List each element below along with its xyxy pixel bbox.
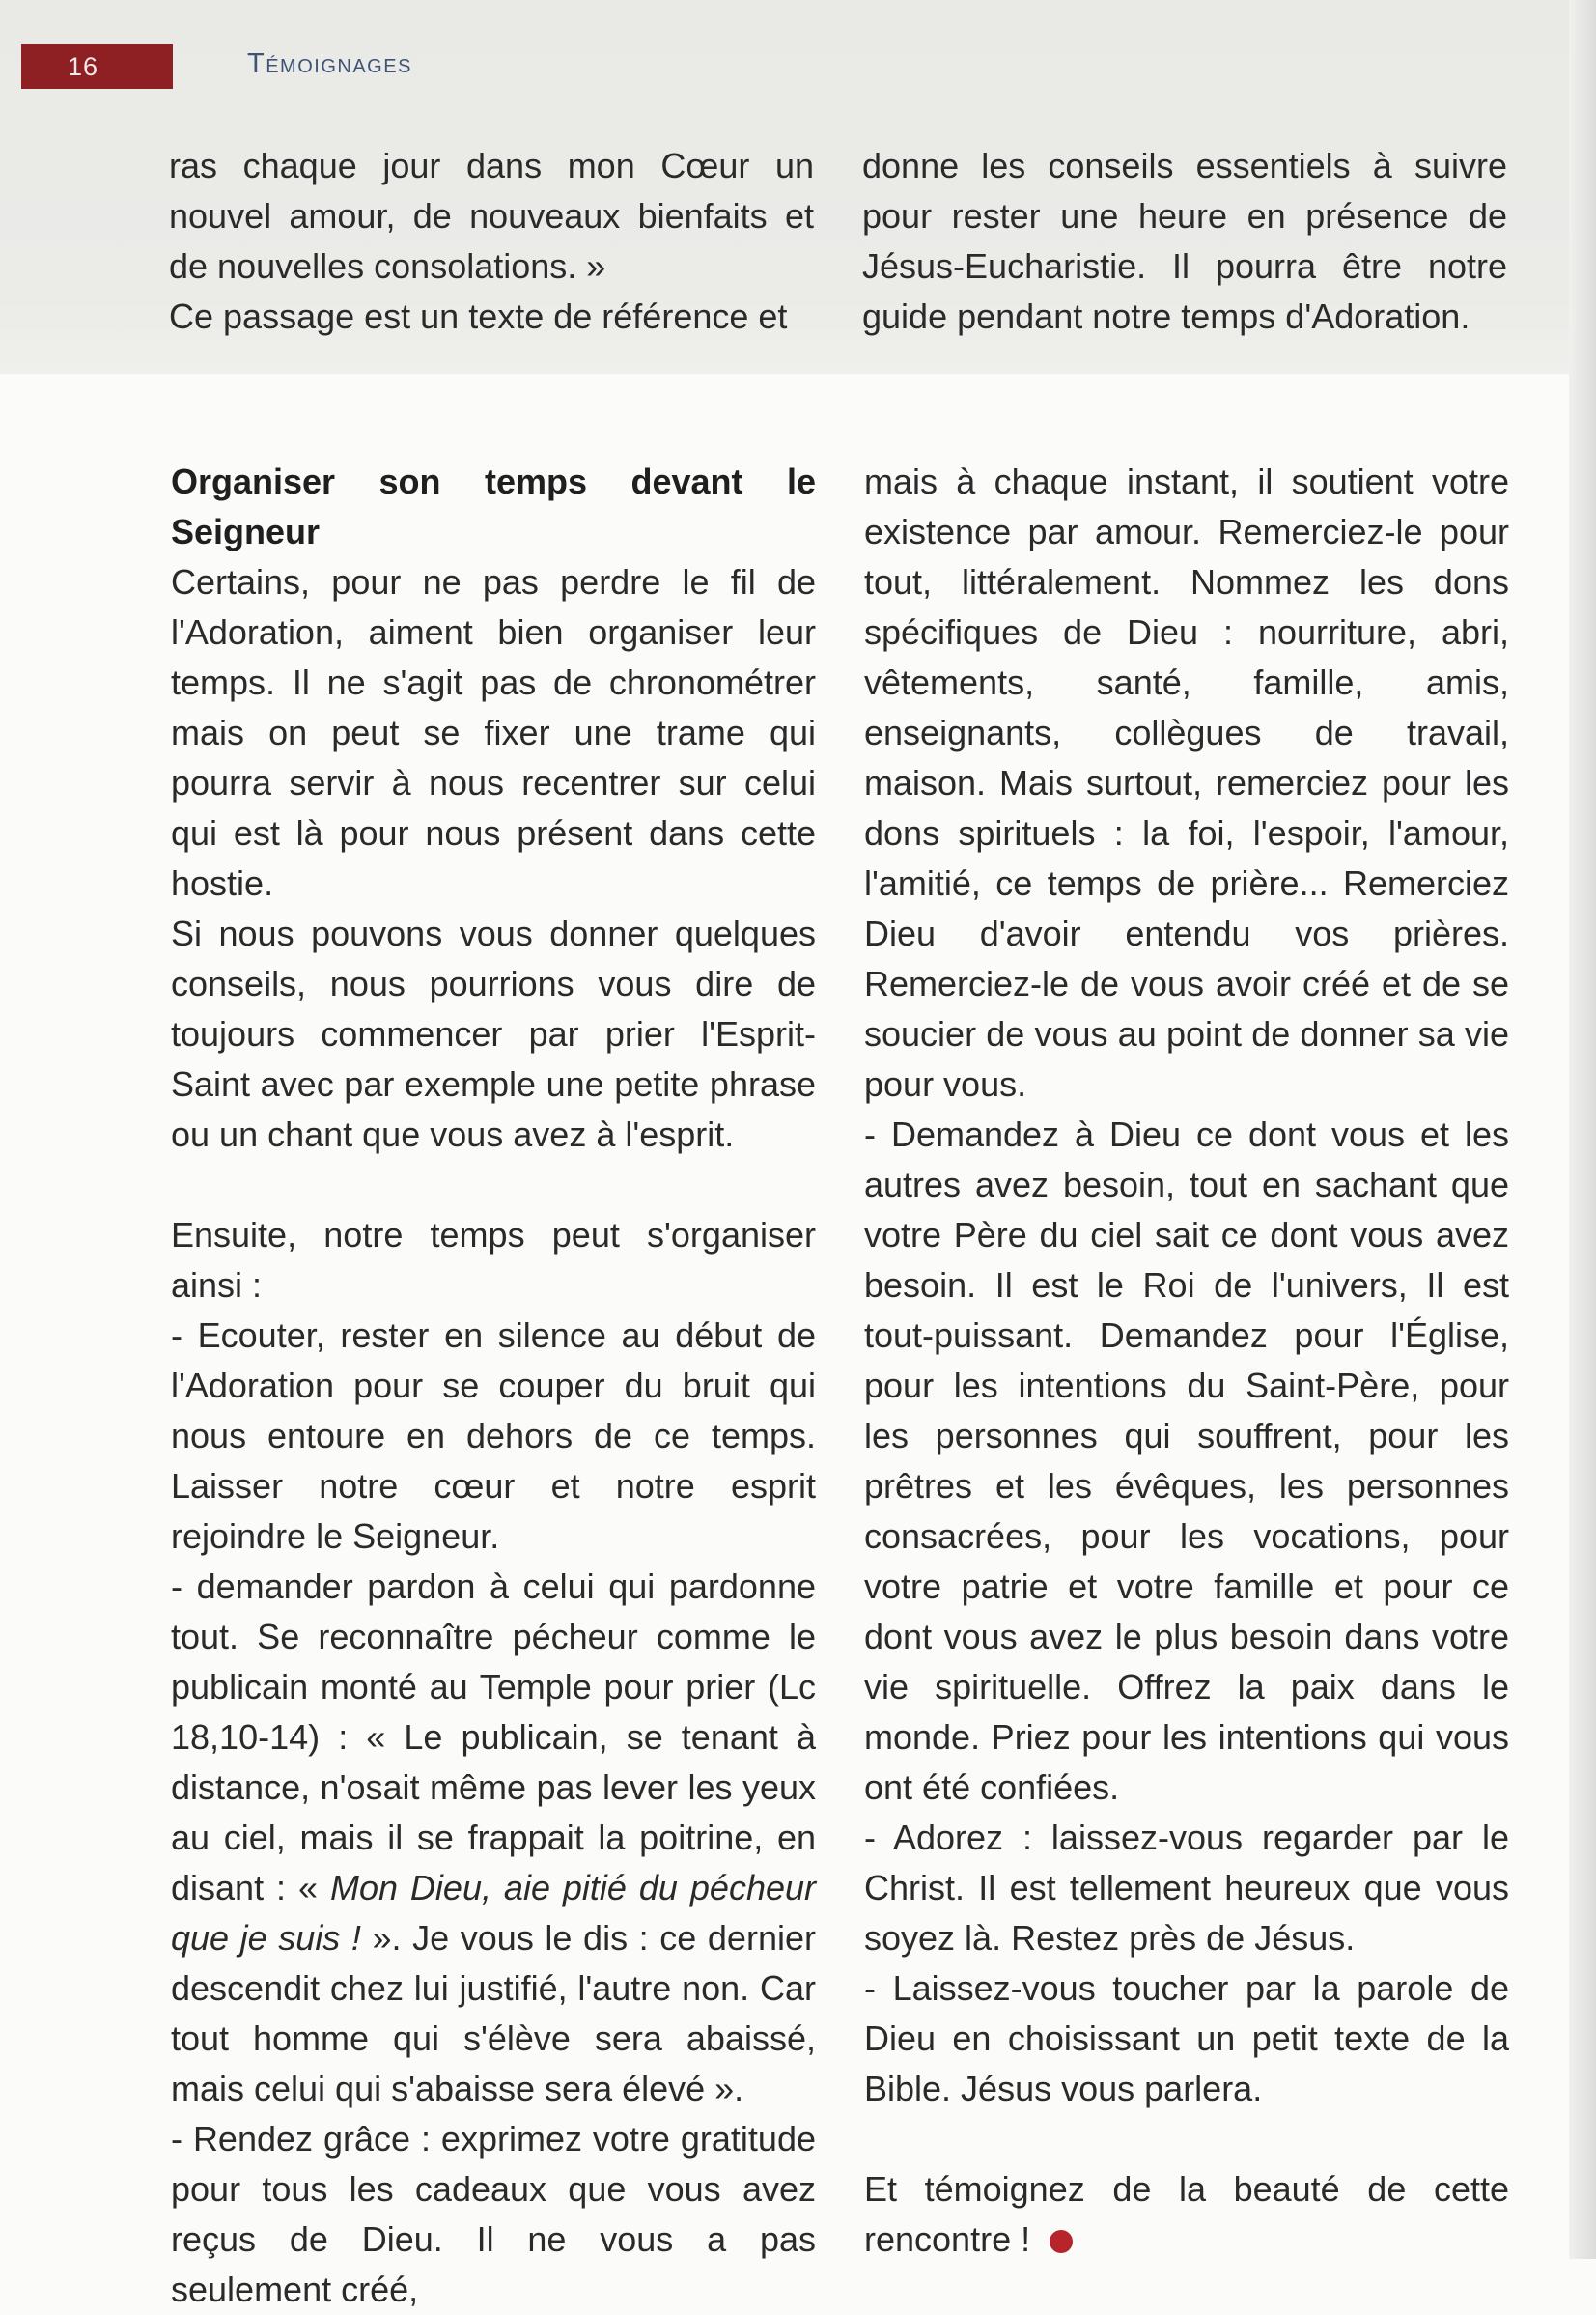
paragraph: mais à chaque instant, il soutient votre existence par amour. Remerciez-le pour tout, littéralement. Nommez les dons spécifiques de Dieu : nourriture, abri, vêtements, santé, famille, amis, enseignants, collègues de travail, maison. Mais surtout, remerciez pour les dons spirituels : la foi, l'espoir, l'amour, l'amitié, ce temps de prière... Remerciez Dieu d'avoir entendu vos prières. Remerciez-le de vous avoir créé et de se soucier de vous au point de donner sa vie pour vous. (864, 462, 1509, 1104)
top-right-column (862, 141, 1507, 342)
section-title: Témoignages (247, 48, 412, 79)
list-item: - Adorez : laissez-vous regarder par le Christ. Il est tellement heureux que vous soyez là. Restez près de Jésus. (864, 1818, 1509, 1958)
paragraph: ras chaque jour dans mon Cœur un nouvel amour, de nouveaux bienfaits et de nouvelles consolations. » (169, 146, 814, 286)
list-text: ». Je vous le dis : ce dernier descendit chez lui justifié, l'autre non. Car tout homme qui s'élève sera abaissé, mais celui qui s'abaisse sera élevé ». (171, 1918, 816, 2108)
top-left-column (169, 141, 814, 342)
closing-text: Et témoignez de la beauté de cette rencontre ! (864, 2169, 1509, 2259)
paragraph: Ce passage est un texte de référence et (169, 296, 788, 336)
list-item: - Laissez-vous toucher par la parole de Dieu en choisissant un petit texte de la Bible. Jésus vous parlera. (864, 1968, 1509, 2108)
paragraph: donne les conseils essentiels à suivre pour rester une heure en présence de Jésus-Eucharistie. Il pourra être notre guide pendant notre temps d'Adoration. (862, 146, 1507, 336)
paragraph: Ensuite, notre temps peut s'organiser ainsi : (171, 1215, 816, 1305)
list-item (171, 1562, 816, 2114)
paragraph: Certains, pour ne pas perdre le fil de l'Adoration, aiment bien organiser leur temps. Il ne s'agit pas de chronométrer mais on peut se fixer une trame qui pourra servir à nous recentrer sur celui qui est là pour nous présent dans cette hostie. (171, 562, 816, 903)
list-item: - Demandez à Dieu ce dont vous et les autres avez besoin, tout en sachant que votre Père du ciel sait ce dont vous avez besoin. Il est le Roi de l'univers, Il est tout-puissant. Demandez pour l'Église, pour les intentions du Saint-Père, pour les personnes qui souffrent, pour les prêtres et les évêques, les personnes consacrées, pour les vocations, pour votre patrie et votre famille et pour ce dont vous avez le plus besoin dans votre vie spirituelle. Offrez la paix dans le monde. Priez pour les intentions qui vous ont été confiées. (864, 1115, 1509, 1807)
article-left-column (171, 457, 816, 2315)
list-text: - demander pardon à celui qui pardonne tout. Se reconnaître pécheur comme le publicain monté au Temple pour prier (Lc 18,10-14) : « Le publicain, se tenant à distance, n'osait même pas lever les yeux au ciel, mais il se frappait la poitrine, en disant : « (171, 1567, 816, 1907)
page-number-tab: 16 (21, 44, 173, 89)
quote-text: Mon Dieu, aie pitié du pécheur que je suis ! (171, 1868, 816, 1958)
closing-paragraph (864, 2164, 1509, 2265)
end-mark-icon (1050, 2230, 1073, 2253)
article-heading: Organiser son temps devant le Seigneur (171, 462, 816, 551)
paragraph: Si nous pouvons vous donner quelques conseils, nous pourrions vous dire de toujours commencer par prier l'Esprit-Saint avec par exemple une petite phrase ou un chant que vous avez à l'esprit. (171, 914, 816, 1154)
list-item: - Rendez grâce : exprimez votre gratitude pour tous les cadeaux que vous avez reçus de Dieu. Il ne vous a pas seulement créé, (171, 2119, 816, 2309)
article-right-column (864, 457, 1509, 2265)
list-item: - Ecouter, rester en silence au début de l'Adoration pour se couper du bruit qui nous entoure en dehors de ce temps. Laisser notre cœur et notre esprit rejoindre le Seigneur. (171, 1315, 816, 1556)
page-edge-shadow (1569, 0, 1596, 2259)
